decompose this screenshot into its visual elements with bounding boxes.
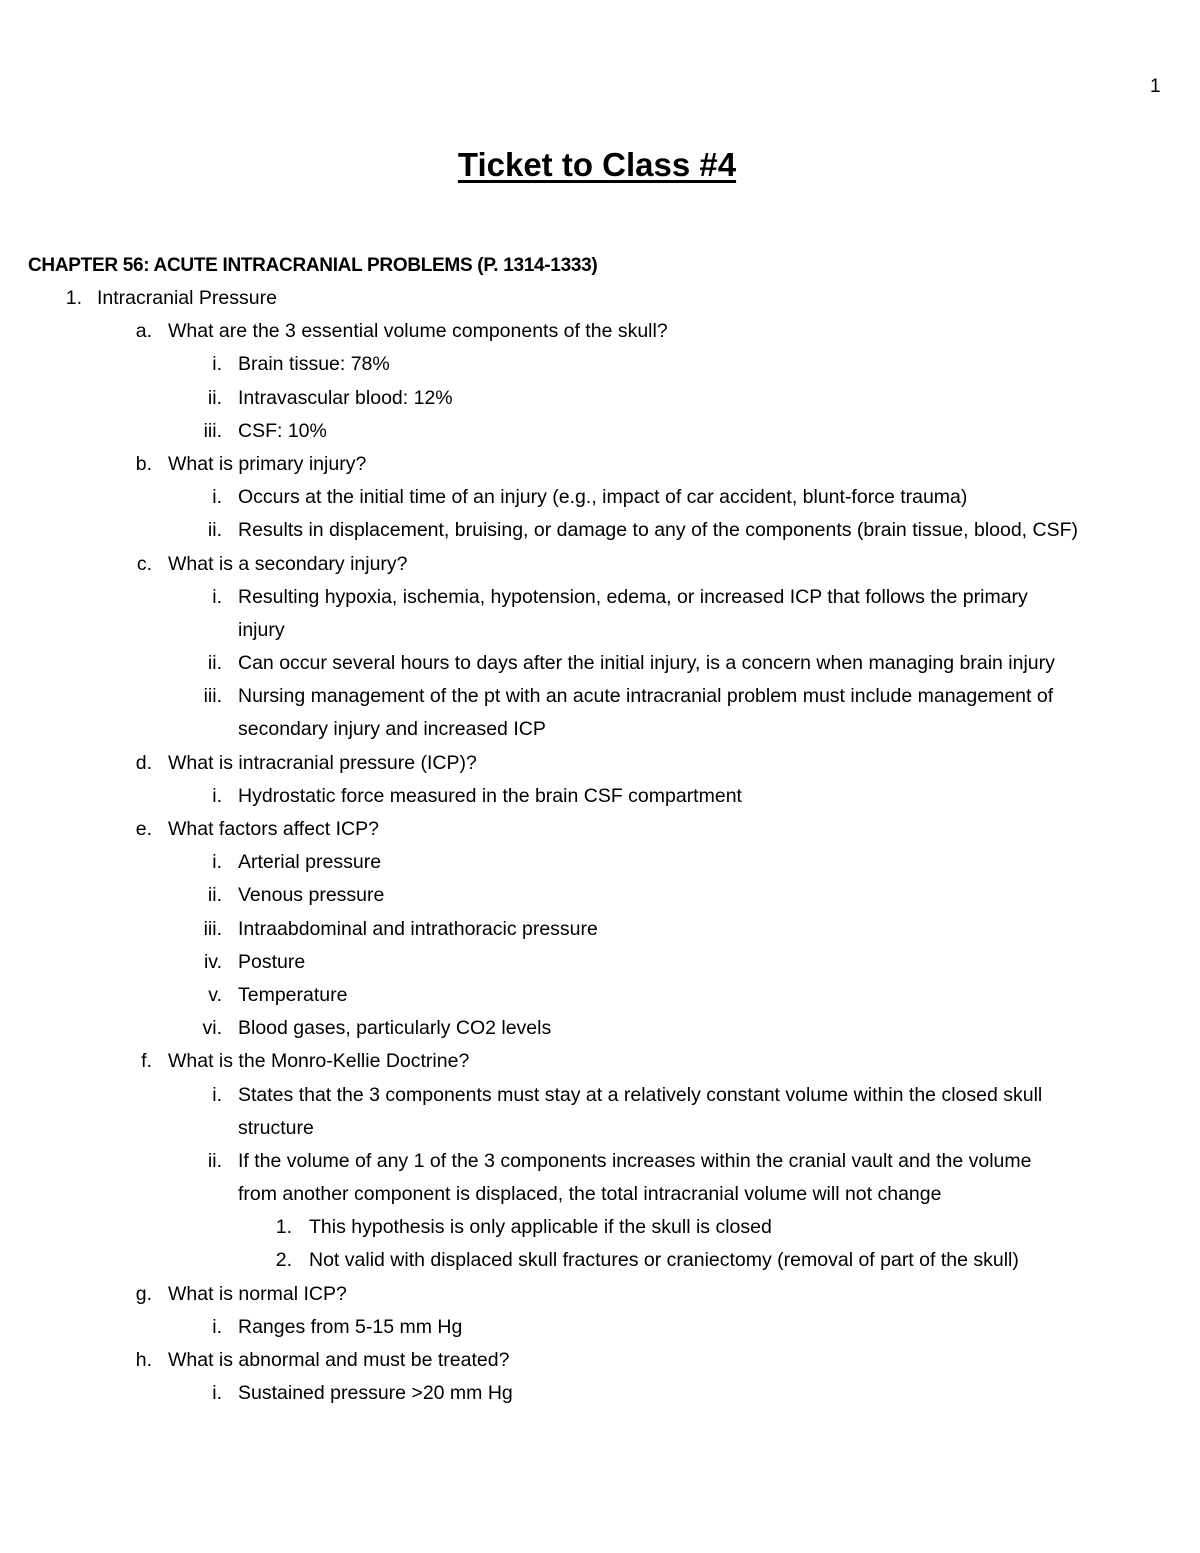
list-item-text: Hydrostatic force measured in the brain CSF compartment — [238, 784, 742, 807]
list-item-text: What factors affect ICP? — [168, 818, 379, 840]
outline-item-level-3 — [0, 415, 1200, 448]
outline-item-level-3 — [0, 348, 1200, 381]
outline-item-level-3 — [0, 946, 1200, 979]
outline-item-level-3 — [0, 846, 1200, 879]
list-item-text: What is primary injury? — [168, 452, 367, 475]
outline-item-level-3 — [0, 614, 1200, 647]
list-marker: 1. — [275, 1216, 292, 1239]
list-item-text: What is the Monro-Kellie Doctrine? — [168, 1050, 470, 1073]
outline-list — [0, 282, 1200, 1410]
list-item-text: What is abnormal and must be treated? — [168, 1349, 510, 1371]
list-item-text: Intraabdominal and intrathoracic pressure — [238, 917, 598, 940]
outline-item-level-3 — [0, 1311, 1200, 1344]
list-marker: i. — [212, 1382, 222, 1405]
list-marker: 1. — [65, 287, 82, 309]
outline-item-level-4 — [0, 1211, 1200, 1244]
list-marker: e. — [135, 818, 152, 840]
page-number: 1 — [1150, 76, 1161, 97]
list-item-text: secondary injury and increased ICP — [238, 718, 546, 741]
list-item-text: Not valid with displaced skull fractures or craniectomy (removal of part of the skull) — [309, 1249, 1019, 1272]
outline-item-level-4 — [0, 1244, 1200, 1277]
list-item-text: Intravascular blood: 12% — [238, 386, 453, 409]
list-item-text: from another component is displaced, the total intracranial volume will not change — [238, 1183, 942, 1206]
outline-item-level-3 — [0, 1377, 1200, 1410]
outline-item-level-3 — [0, 382, 1200, 415]
outline-item-level-2 — [0, 1045, 1200, 1078]
list-item-text: Venous pressure — [238, 884, 385, 907]
list-item-text: Posture — [238, 950, 306, 973]
list-item-text: Can occur several hours to days after the initial injury, is a concern when managing brain injury — [238, 652, 1055, 675]
list-marker: ii. — [207, 884, 222, 907]
list-marker: ii. — [207, 519, 222, 542]
list-item-text: Results in displacement, bruising, or damage to any of the components (brain tissue, blood, CSF) — [238, 519, 1079, 542]
outline-item-level-2 — [0, 448, 1200, 481]
outline-item-level-3 — [0, 1079, 1200, 1112]
list-item-text: What is intracranial pressure (ICP)? — [168, 751, 477, 774]
list-item-text: Nursing management of the pt with an acute intracranial problem must include management of — [238, 685, 1054, 708]
list-marker: d. — [135, 751, 152, 774]
outline-item-level-2 — [0, 1344, 1200, 1377]
outline-item-level-3 — [0, 481, 1200, 514]
list-marker: v. — [208, 983, 222, 1006]
list-item-text: What is normal ICP? — [168, 1282, 347, 1305]
list-item-text: Arterial pressure — [238, 851, 382, 874]
list-item-text: injury — [238, 618, 285, 641]
outline-item-level-3 — [0, 1112, 1200, 1145]
outline-item-level-3 — [0, 713, 1200, 746]
outline-item-level-2 — [0, 813, 1200, 846]
list-item-text: States that the 3 components must stay at a relatively constant volume within the closed skull — [238, 1083, 1043, 1106]
list-marker: ii. — [207, 652, 222, 675]
list-marker: ii. — [207, 1149, 222, 1172]
list-item-text: Occurs at the initial time of an injury (e.g., impact of car accident, blunt-force trauma) — [238, 486, 968, 509]
list-item-text: Sustained pressure >20 mm Hg — [238, 1382, 513, 1405]
list-item-text: Intracranial Pressure — [97, 287, 277, 309]
list-marker: a. — [135, 320, 152, 343]
outline-item-level-3 — [0, 780, 1200, 813]
list-item-text: Ranges from 5-15 mm Hg — [238, 1315, 463, 1338]
list-item-text: This hypothesis is only applicable if the skull is closed — [309, 1216, 772, 1239]
list-marker: ii. — [207, 386, 222, 409]
outline-item-level-3 — [0, 1145, 1200, 1178]
outline-item-level-3 — [0, 979, 1200, 1012]
page-title: Ticket to Class #4 — [457, 146, 737, 183]
outline-item-level-3 — [0, 647, 1200, 680]
list-item-text: Blood gases, particularly CO2 levels — [238, 1017, 552, 1040]
list-item-text: CSF: 10% — [238, 419, 327, 442]
chapter-heading: CHAPTER 56: ACUTE INTRACRANIAL PROBLEMS (P. 1314-1333) — [28, 255, 598, 276]
list-marker: i. — [212, 851, 222, 874]
list-item-text: Resulting hypoxia, ischemia, hypotension, edema, or increased ICP that follows the primary — [238, 585, 1028, 608]
list-item-text: Brain tissue: 78% — [238, 353, 390, 376]
outline-item-level-3 — [0, 879, 1200, 912]
list-marker: g. — [135, 1282, 152, 1305]
list-marker: h. — [135, 1349, 152, 1371]
list-marker: i. — [212, 585, 222, 608]
list-marker: c. — [136, 552, 152, 575]
outline-item-level-3 — [0, 581, 1200, 614]
outline-item-level-3 — [0, 1178, 1200, 1211]
outline-item-level-3 — [0, 514, 1200, 547]
list-marker: b. — [135, 452, 152, 475]
list-marker: i. — [212, 353, 222, 376]
list-item-text: What are the 3 essential volume components of the skull? — [168, 320, 668, 343]
outline-item-level-3 — [0, 1012, 1200, 1045]
outline-item-level-3 — [0, 913, 1200, 946]
list-marker: vi. — [202, 1017, 222, 1040]
list-marker: i. — [212, 784, 222, 807]
list-marker: iii. — [203, 419, 222, 442]
outline-item-level-2 — [0, 747, 1200, 780]
list-marker: iv. — [203, 950, 222, 973]
list-item-text: If the volume of any 1 of the 3 components increases within the cranial vault and the volume — [238, 1149, 1032, 1172]
list-marker: 2. — [275, 1249, 292, 1272]
list-marker: iii. — [203, 685, 222, 708]
list-marker: f. — [141, 1050, 152, 1073]
outline-item-level-2 — [0, 315, 1200, 348]
list-marker: i. — [212, 1083, 222, 1106]
list-item-text: Temperature — [238, 983, 348, 1006]
list-marker: iii. — [203, 917, 222, 940]
outline-item-level-3 — [0, 680, 1200, 713]
list-item-text: structure — [238, 1116, 314, 1139]
outline-item-level-1 — [0, 282, 1200, 315]
outline-item-level-2 — [0, 548, 1200, 581]
list-marker: i. — [212, 1315, 222, 1338]
outline-item-level-2 — [0, 1278, 1200, 1311]
list-marker: i. — [212, 486, 222, 509]
list-item-text: What is a secondary injury? — [168, 552, 408, 575]
